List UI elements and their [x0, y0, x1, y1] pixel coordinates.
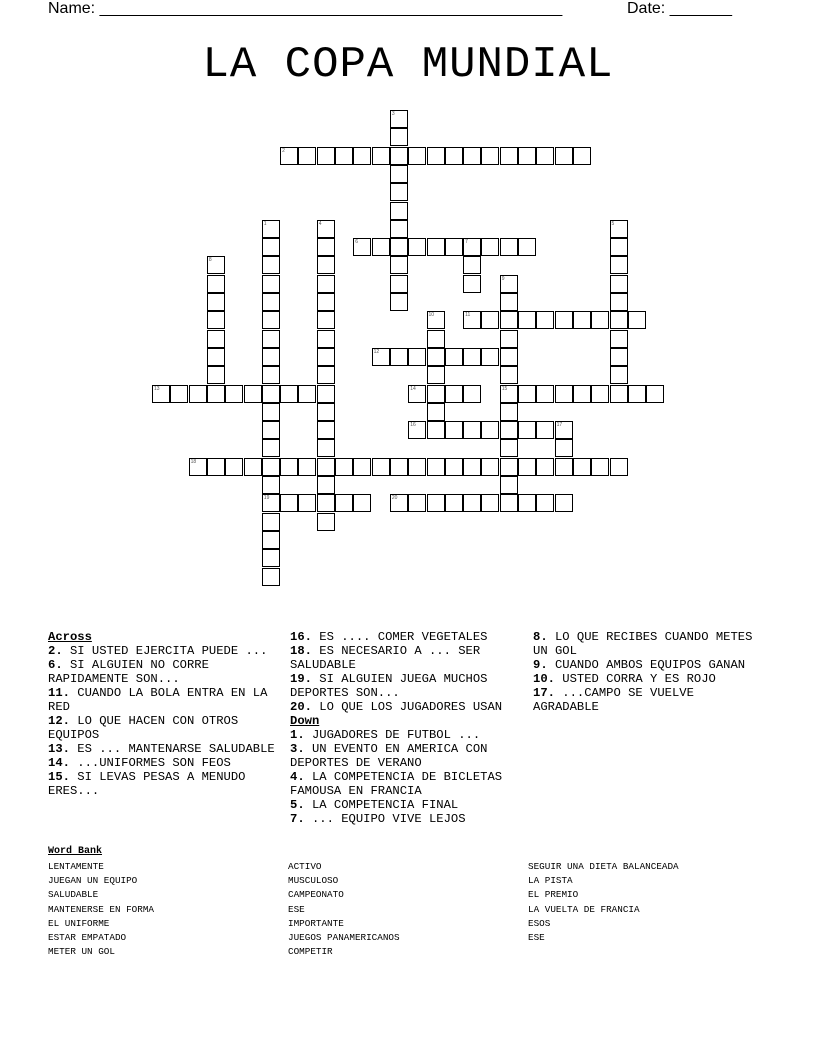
clue-number: 7	[465, 239, 468, 246]
crossword-cell	[445, 421, 463, 439]
crossword-cell	[555, 439, 573, 457]
crossword-cell	[500, 147, 518, 165]
crossword-cell	[445, 147, 463, 165]
crossword-cell	[427, 494, 445, 512]
crossword-cell	[317, 385, 335, 403]
crossword-cell	[445, 385, 463, 403]
crossword-cell	[610, 311, 628, 329]
crossword-cell	[408, 147, 426, 165]
clue-number: 4	[318, 220, 322, 227]
crossword-cell	[390, 147, 408, 165]
word-bank-item: LENTAMENTE	[48, 861, 104, 872]
crossword-cell	[408, 458, 426, 476]
crossword-cell	[207, 348, 225, 366]
crossword-cell	[207, 385, 225, 403]
crossword-cell	[390, 220, 408, 238]
clue-number: 6	[355, 239, 359, 246]
crossword-cell	[427, 348, 445, 366]
word-bank-item: JUEGAN UN EQUIPO	[48, 875, 138, 887]
clue-number: 18	[190, 458, 197, 465]
crossword-cell	[317, 458, 335, 476]
crossword-cell	[463, 348, 481, 366]
crossword-cell	[408, 385, 426, 403]
across-clue: 19. SI ALGUIEN JUEGA MUCHOS DEPORTES SON...	[290, 672, 488, 700]
crossword-cell	[463, 494, 481, 512]
crossword-cell	[610, 238, 628, 256]
crossword-cell	[225, 458, 243, 476]
crossword-cell	[262, 256, 280, 274]
crossword-cell	[390, 275, 408, 293]
crossword-cell	[481, 458, 499, 476]
clue-number: 3	[391, 111, 395, 117]
crossword-cell	[591, 458, 609, 476]
crossword-cell	[298, 494, 316, 512]
crossword-cell	[262, 220, 280, 238]
crossword-cell	[317, 513, 335, 531]
crossword-cell	[262, 385, 280, 403]
word-bank-item: JUEGOS PANAMERICANOS	[288, 932, 400, 944]
crossword-cell	[207, 311, 225, 329]
crossword-cell	[445, 458, 463, 476]
crossword-cell	[500, 330, 518, 348]
word-bank-item: SEGUIR UNA DIETA BALANCEADA	[528, 861, 679, 872]
crossword-cell	[335, 147, 353, 165]
clue-number: 15	[501, 385, 508, 392]
crossword-cell	[427, 311, 445, 329]
crossword-cell	[317, 147, 335, 165]
crossword-cell	[610, 385, 628, 403]
word-bank-item: LA PISTA	[528, 875, 573, 887]
crossword-cell	[463, 458, 481, 476]
crossword-cell	[408, 494, 426, 512]
word-bank-item: METER UN GOL	[48, 946, 115, 958]
across-clue: 16. ES .... COMER VEGETALES	[290, 630, 488, 644]
crossword-cell	[463, 275, 481, 293]
crossword-cell	[518, 238, 536, 256]
crossword-cell	[317, 256, 335, 274]
page-title: LA COPA MUNDIAL	[202, 40, 614, 90]
crossword-cell	[244, 385, 262, 403]
word-bank-column-2	[288, 860, 400, 959]
crossword-cell	[207, 256, 225, 274]
crossword-cell	[280, 147, 298, 165]
crossword-cell	[500, 348, 518, 366]
clue-number: 19	[263, 495, 270, 502]
crossword-cell	[518, 494, 536, 512]
crossword-cell	[317, 330, 335, 348]
date-line: Date: _______	[627, 0, 732, 17]
crossword-cell	[463, 238, 481, 256]
crossword-cell	[610, 256, 628, 274]
clue-number: 8	[208, 257, 212, 264]
crossword-cell	[610, 348, 628, 366]
clue-number: 2	[282, 147, 285, 154]
down-clue: 17. ...CAMPO SE VUELVE AGRADABLE	[533, 686, 694, 714]
across-clue: 12. LO QUE HACEN CON OTROS EQUIPOS	[48, 714, 239, 742]
crossword-cell	[317, 421, 335, 439]
across-clue: 2. SI USTED EJERCITA PUEDE ...	[48, 644, 268, 658]
crossword-cell	[335, 458, 353, 476]
clue-number: 1	[263, 220, 267, 227]
crossword-cell	[207, 293, 225, 311]
crossword-cell	[536, 421, 554, 439]
crossword-cell	[610, 330, 628, 348]
crossword-cell	[390, 202, 408, 220]
crossword-cell	[463, 385, 481, 403]
across-clue: 14. ...UNIFORMES SON FEOS	[48, 756, 231, 770]
crossword-cell	[445, 494, 463, 512]
crossword-cell	[280, 385, 298, 403]
crossword-cell	[518, 385, 536, 403]
crossword-cell	[555, 494, 573, 512]
crossword-cell	[481, 311, 499, 329]
crossword-cell	[463, 311, 481, 329]
crossword-cell	[518, 421, 536, 439]
crossword-cell	[262, 494, 280, 512]
crossword-cell	[500, 366, 518, 384]
word-bank-item: EL UNIFORME	[48, 917, 110, 929]
word-bank-item: MANTENERSE EN FORMA	[48, 903, 155, 915]
crossword-cell	[427, 147, 445, 165]
across-clue: 11. CUANDO LA BOLA ENTRA EN LA RED	[48, 686, 268, 714]
crossword-cell	[390, 183, 408, 201]
crossword-cell	[536, 458, 554, 476]
crossword-cell	[225, 385, 243, 403]
crossword-cell	[628, 385, 646, 403]
crossword-cell	[500, 275, 518, 293]
across-clue: 18. ES NECESARIO A ... SER SALUDABLE	[290, 644, 481, 672]
down-clue: 8. LO QUE RECIBES CUANDO METES UN GOL	[533, 630, 753, 658]
crossword-cell	[317, 476, 335, 494]
crossword-cell	[262, 348, 280, 366]
crossword-cell	[536, 385, 554, 403]
crossword-cell	[463, 256, 481, 274]
crossword-cell	[317, 403, 335, 421]
word-bank-item: IMPORTANTE	[288, 917, 344, 929]
crossword-cell	[408, 238, 426, 256]
crossword-cell	[573, 147, 591, 165]
crossword-cell	[189, 385, 207, 403]
clue-number: 12	[373, 348, 380, 355]
crossword-cell	[573, 385, 591, 403]
crossword-cell	[610, 275, 628, 293]
crossword-cell	[207, 275, 225, 293]
clue-number: 5	[611, 220, 615, 227]
crossword-cell	[372, 147, 390, 165]
crossword-cell	[536, 494, 554, 512]
crossword-cell	[353, 147, 371, 165]
crossword-cell	[262, 513, 280, 531]
crossword-cell	[610, 293, 628, 311]
crossword-cell	[610, 458, 628, 476]
crossword-cell	[463, 421, 481, 439]
word-bank-item: ESOS	[528, 917, 551, 929]
crossword-cell	[262, 421, 280, 439]
down-clue: 3. UN EVENTO EN AMERICA CON DEPORTES DE VERANO	[290, 742, 488, 770]
crossword-cell	[390, 110, 408, 128]
crossword-cell	[262, 458, 280, 476]
crossword-cell	[207, 366, 225, 384]
crossword-cell	[518, 147, 536, 165]
clue-number: 11	[465, 312, 471, 319]
down-clue: 1. JUGADORES DE FUTBOL ...	[290, 728, 481, 742]
crossword-cell	[646, 385, 664, 403]
crossword-cell	[390, 165, 408, 183]
crossword-cell	[500, 494, 518, 512]
clue-number: 10	[428, 312, 435, 319]
crossword-cell	[372, 348, 390, 366]
word-bank-item: SALUDABLE	[48, 889, 99, 901]
crossword-cell	[555, 311, 573, 329]
crossword-cell	[262, 293, 280, 311]
word-bank-item: ESE	[528, 932, 545, 944]
crossword-cell	[262, 366, 280, 384]
crossword-cell	[207, 458, 225, 476]
crossword-cell	[481, 348, 499, 366]
crossword-cell	[591, 311, 609, 329]
crossword-cell	[591, 385, 609, 403]
crossword-cell	[390, 293, 408, 311]
crossword-cell	[262, 439, 280, 457]
crossword-cell	[262, 531, 280, 549]
crossword-cell	[335, 494, 353, 512]
crossword-cell	[555, 385, 573, 403]
crossword-cell	[427, 403, 445, 421]
across-heading: Across	[48, 630, 92, 644]
crossword-cell	[353, 238, 371, 256]
clue-number: 14	[410, 385, 416, 392]
clue-number: 9	[501, 275, 505, 282]
clue-number: 13	[154, 385, 160, 392]
crossword-cell	[280, 494, 298, 512]
word-bank-item: CAMPEONATO	[288, 889, 344, 901]
crossword-cell	[536, 311, 554, 329]
crossword-cell	[372, 238, 390, 256]
across-clue: 13. ES ... MANTENARSE SALUDABLE	[48, 742, 275, 756]
clue-number: 17	[556, 422, 563, 429]
crossword-cell	[298, 458, 316, 476]
down-clue: 7. ... EQUIPO VIVE LEJOS	[290, 812, 466, 826]
word-bank-item: ESE	[288, 903, 305, 915]
crossword-cell	[353, 458, 371, 476]
crossword-cell	[317, 311, 335, 329]
crossword-cell	[262, 311, 280, 329]
crossword-cell	[536, 147, 554, 165]
clues-column-1	[48, 630, 280, 798]
crossword-cell	[555, 458, 573, 476]
crossword-cell	[372, 458, 390, 476]
clue-number: 20	[391, 495, 398, 502]
down-clue: 9. CUANDO AMBOS EQUIPOS GANAN	[533, 658, 746, 672]
crossword-cell	[408, 348, 426, 366]
crossword-cell	[500, 458, 518, 476]
crossword-cell	[610, 366, 628, 384]
crossword-cell	[500, 403, 518, 421]
crossword-cell	[481, 147, 499, 165]
crossword-cell	[463, 147, 481, 165]
crossword-cell	[427, 421, 445, 439]
down-clue: 5. LA COMPETENCIA FINAL	[290, 798, 459, 812]
crossword-cell	[555, 147, 573, 165]
word-bank-item: ESTAR EMPATADO	[48, 932, 127, 944]
crossword-cell	[500, 293, 518, 311]
crossword-cell	[262, 403, 280, 421]
crossword-cell	[500, 238, 518, 256]
crossword-cell	[317, 439, 335, 457]
crossword-cell	[207, 330, 225, 348]
crossword-cell	[317, 348, 335, 366]
crossword-cell	[298, 385, 316, 403]
crossword-cell	[628, 311, 646, 329]
crossword-cell	[317, 293, 335, 311]
crossword-cell	[189, 458, 207, 476]
crossword-cell	[390, 256, 408, 274]
crossword-cell	[262, 275, 280, 293]
crossword-cell	[317, 275, 335, 293]
crossword-cell	[317, 366, 335, 384]
crossword-cell	[427, 366, 445, 384]
crossword-cell	[555, 421, 573, 439]
crossword-cell	[481, 421, 499, 439]
crossword-cell	[518, 458, 536, 476]
down-clue: 10. USTED CORRA Y ES ROJO	[533, 672, 716, 686]
crossword-cell	[481, 238, 499, 256]
crossword-cell	[427, 238, 445, 256]
crossword-cell	[445, 348, 463, 366]
down-clue: 4. LA COMPETENCIA DE BICLETAS FAMOUSA EN FRANCIA	[290, 770, 503, 798]
word-bank-heading: Word Bank	[48, 846, 103, 857]
word-bank-column-3	[528, 860, 679, 945]
crossword-cell	[390, 128, 408, 146]
crossword-cell	[317, 220, 335, 238]
crossword-cell	[573, 458, 591, 476]
word-bank-item: EL PREMIO	[528, 889, 579, 901]
crossword-cell	[500, 439, 518, 457]
word-bank-item: MUSCULOSO	[288, 875, 339, 887]
across-clue: 20. LO QUE LOS JUGADORES USAN	[290, 700, 503, 714]
crossword-cell	[500, 421, 518, 439]
word-bank-item: COMPETIR	[288, 946, 333, 958]
crossword-cell	[280, 458, 298, 476]
crossword-cell	[573, 311, 591, 329]
crossword-cell	[427, 458, 445, 476]
clues-column-3	[533, 630, 763, 714]
clues-column-2	[290, 630, 526, 826]
crossword-cell	[427, 385, 445, 403]
crossword-cell	[518, 311, 536, 329]
crossword-cell	[244, 458, 262, 476]
crossword-cell	[262, 330, 280, 348]
across-clue: 15. SI LEVAS PESAS A MENUDO ERES...	[48, 770, 246, 798]
crossword-cell	[610, 220, 628, 238]
crossword-cell	[500, 311, 518, 329]
crossword-cell	[262, 238, 280, 256]
crossword-cell	[408, 421, 426, 439]
crossword-cell	[262, 568, 280, 586]
crossword-cell	[262, 476, 280, 494]
crossword-cell	[481, 494, 499, 512]
word-bank-item: ACTIVO	[288, 861, 322, 872]
crossword-cell	[390, 238, 408, 256]
crossword-cell	[445, 238, 463, 256]
crossword-cell	[500, 476, 518, 494]
crossword-cell	[152, 385, 170, 403]
name-line: Name: ____________________________________________________	[48, 0, 563, 17]
clue-number: 16	[410, 422, 416, 429]
crossword-cell	[390, 348, 408, 366]
crossword-cell	[170, 385, 188, 403]
across-clue: 6. SI ALGUIEN NO CORRE RAPIDAMENTE SON...	[48, 658, 209, 686]
crossword-cell	[317, 238, 335, 256]
word-bank-column-1	[48, 860, 154, 959]
crossword-cell	[298, 147, 316, 165]
crossword-cell	[390, 458, 408, 476]
crossword-cell	[427, 330, 445, 348]
crossword-cell	[317, 494, 335, 512]
word-bank-item: LA VUELTA DE FRANCIA	[528, 903, 640, 915]
crossword-cell	[390, 494, 408, 512]
crossword-cell	[500, 385, 518, 403]
crossword-cell	[353, 494, 371, 512]
crossword-cell	[262, 549, 280, 567]
down-heading: Down	[290, 714, 320, 728]
